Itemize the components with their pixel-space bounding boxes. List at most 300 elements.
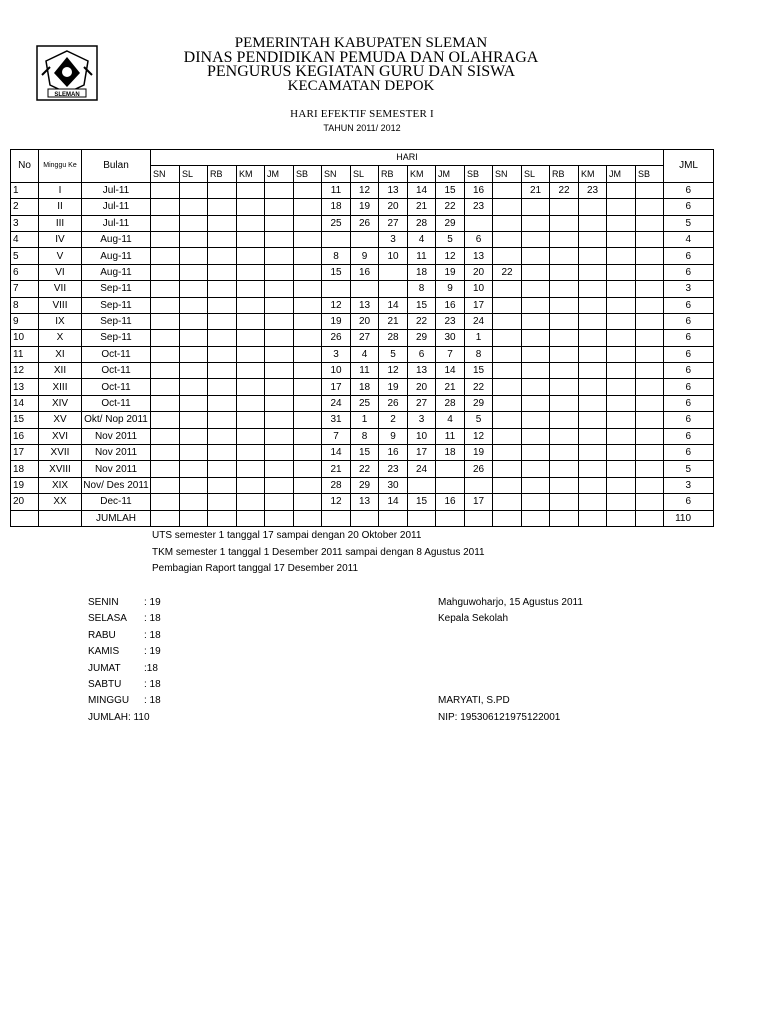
total-value: 110	[664, 510, 714, 526]
day-date-cell	[208, 248, 237, 264]
day-date-cell: 15	[351, 445, 379, 461]
day-date-cell: 19	[379, 379, 408, 395]
day-date-cell: 7	[436, 346, 465, 362]
day-date-cell	[294, 215, 322, 231]
day-date-cell	[607, 281, 636, 297]
day-date-cell	[607, 494, 636, 510]
day-header-cell: SN	[322, 166, 351, 182]
row-bulan-cell: Jul-11	[82, 199, 151, 215]
day-date-cell	[636, 281, 664, 297]
day-date-cell: 20	[351, 313, 379, 329]
day-date-cell: 23	[579, 182, 607, 198]
day-date-cell: 8	[322, 248, 351, 264]
empty-cell	[322, 510, 351, 526]
table-row	[11, 461, 714, 477]
day-date-cell	[265, 363, 294, 379]
day-date-cell	[550, 248, 579, 264]
day-date-cell	[550, 313, 579, 329]
day-date-cell: 16	[436, 297, 465, 313]
page-title: HARI EFEKTIF SEMESTER I	[290, 108, 434, 120]
day-date-cell: 26	[351, 215, 379, 231]
day-date-cell: 24	[465, 313, 493, 329]
day-date-cell	[208, 412, 237, 428]
empty-cell	[607, 510, 636, 526]
row-jml-cell: 6	[664, 199, 714, 215]
day-date-cell	[237, 264, 265, 280]
day-date-cell	[408, 477, 436, 493]
day-date-cell: 27	[351, 330, 379, 346]
row-jml-cell: 6	[664, 313, 714, 329]
summary-row	[88, 613, 161, 624]
day-date-cell: 24	[408, 461, 436, 477]
day-date-cell	[636, 264, 664, 280]
day-date-cell	[180, 199, 208, 215]
empty-cell	[379, 510, 408, 526]
day-date-cell	[493, 297, 522, 313]
day-header-cell: JM	[607, 166, 636, 182]
row-no-cell: 16	[11, 428, 39, 444]
row-no-cell: 18	[11, 461, 39, 477]
day-date-cell: 22	[465, 379, 493, 395]
empty-cell	[436, 510, 465, 526]
day-date-cell	[208, 281, 237, 297]
row-no-cell: 17	[11, 445, 39, 461]
row-bulan-cell: Nov 2011	[82, 428, 151, 444]
day-date-cell: 25	[322, 215, 351, 231]
day-date-cell	[180, 395, 208, 411]
day-date-cell: 23	[379, 461, 408, 477]
day-date-cell	[607, 264, 636, 280]
day-date-cell	[636, 199, 664, 215]
day-date-cell	[294, 264, 322, 280]
day-date-cell: 18	[322, 199, 351, 215]
day-date-cell	[522, 494, 550, 510]
day-date-cell	[522, 461, 550, 477]
day-date-cell	[550, 363, 579, 379]
empty-cell	[265, 510, 294, 526]
row-bulan-cell: Nov 2011	[82, 461, 151, 477]
day-date-cell	[294, 297, 322, 313]
day-date-cell: 19	[465, 445, 493, 461]
day-date-cell: 4	[436, 412, 465, 428]
day-date-cell	[550, 297, 579, 313]
day-date-cell: 20	[379, 199, 408, 215]
row-no-cell: 13	[11, 379, 39, 395]
day-date-cell	[493, 412, 522, 428]
day-date-cell	[265, 297, 294, 313]
empty-cell	[408, 510, 436, 526]
day-date-cell: 13	[465, 248, 493, 264]
day-date-cell	[493, 182, 522, 198]
day-date-cell	[579, 215, 607, 231]
day-date-cell: 26	[322, 330, 351, 346]
row-jml-cell: 6	[664, 248, 714, 264]
table-row	[11, 428, 714, 444]
day-date-cell	[579, 494, 607, 510]
day-date-cell: 16	[379, 445, 408, 461]
day-date-cell: 6	[465, 231, 493, 247]
day-date-cell: 17	[465, 494, 493, 510]
day-date-cell: 12	[351, 182, 379, 198]
day-date-cell	[351, 231, 379, 247]
summary-label: JUMLAH: 110	[88, 712, 150, 723]
table-row	[11, 494, 714, 510]
day-date-cell	[237, 297, 265, 313]
day-date-cell	[265, 461, 294, 477]
day-date-cell	[208, 477, 237, 493]
page-subtitle: TAHUN 2011/ 2012	[323, 123, 401, 133]
day-date-cell	[522, 477, 550, 493]
day-date-cell	[265, 412, 294, 428]
row-jml-cell: 6	[664, 445, 714, 461]
day-date-cell	[607, 215, 636, 231]
empty-cell	[522, 510, 550, 526]
day-header-cell: SL	[522, 166, 550, 182]
row-jml-cell: 6	[664, 297, 714, 313]
day-date-cell	[550, 264, 579, 280]
row-minggu-cell: IV	[39, 231, 82, 247]
sleman-logo	[36, 45, 98, 101]
summary-label: JUMAT	[88, 663, 121, 674]
day-date-cell	[550, 281, 579, 297]
day-date-cell	[493, 346, 522, 362]
table-row	[11, 395, 714, 411]
day-date-cell	[180, 412, 208, 428]
row-bulan-cell: Jul-11	[82, 215, 151, 231]
day-date-cell	[579, 428, 607, 444]
day-date-cell: 20	[465, 264, 493, 280]
row-no-cell: 7	[11, 281, 39, 297]
table-row	[11, 215, 714, 231]
day-date-cell	[522, 231, 550, 247]
day-date-cell	[265, 330, 294, 346]
row-bulan-cell: Oct-11	[82, 379, 151, 395]
day-date-cell	[237, 477, 265, 493]
day-date-cell	[522, 313, 550, 329]
day-date-cell	[493, 363, 522, 379]
day-date-cell: 20	[408, 379, 436, 395]
day-date-cell	[607, 461, 636, 477]
row-jml-cell: 6	[664, 428, 714, 444]
row-jml-cell: 3	[664, 281, 714, 297]
day-date-cell: 14	[379, 494, 408, 510]
day-header-cell: SL	[351, 166, 379, 182]
day-date-cell: 1	[465, 330, 493, 346]
day-date-cell: 10	[322, 363, 351, 379]
day-date-cell	[550, 346, 579, 362]
day-date-cell	[636, 215, 664, 231]
day-date-cell	[550, 412, 579, 428]
day-date-cell	[208, 428, 237, 444]
row-minggu-cell: XIII	[39, 379, 82, 395]
day-date-cell	[294, 477, 322, 493]
day-date-cell: 11	[436, 428, 465, 444]
row-bulan-cell: Nov/ Des 2011	[82, 477, 151, 493]
table-row	[11, 445, 714, 461]
day-date-cell	[294, 281, 322, 297]
day-date-cell: 12	[322, 297, 351, 313]
day-date-cell	[237, 363, 265, 379]
day-date-cell: 23	[436, 313, 465, 329]
signature-position: Kepala Sekolah	[438, 613, 509, 624]
day-date-cell	[579, 379, 607, 395]
day-date-cell: 17	[465, 297, 493, 313]
row-no-cell: 20	[11, 494, 39, 510]
row-bulan-cell: Sep-11	[82, 313, 151, 329]
day-header-cell: SN	[151, 166, 180, 182]
day-date-cell	[180, 346, 208, 362]
day-date-cell: 29	[351, 477, 379, 493]
day-date-cell	[607, 330, 636, 346]
day-date-cell	[636, 379, 664, 395]
day-date-cell	[579, 461, 607, 477]
day-date-cell	[607, 346, 636, 362]
day-date-cell	[607, 297, 636, 313]
row-minggu-cell: III	[39, 215, 82, 231]
day-date-cell	[550, 379, 579, 395]
total-row	[11, 510, 714, 526]
day-date-cell: 9	[436, 281, 465, 297]
day-date-cell: 22	[408, 313, 436, 329]
day-date-cell	[265, 215, 294, 231]
empty-cell	[11, 510, 39, 526]
day-date-cell	[237, 494, 265, 510]
day-date-cell	[180, 215, 208, 231]
table-body	[11, 182, 714, 526]
row-jml-cell: 6	[664, 264, 714, 280]
empty-cell	[180, 510, 208, 526]
day-date-cell: 28	[379, 330, 408, 346]
day-date-cell: 29	[408, 330, 436, 346]
day-header-cell: RB	[379, 166, 408, 182]
day-date-cell	[550, 231, 579, 247]
day-date-cell	[579, 445, 607, 461]
day-date-cell	[493, 313, 522, 329]
day-date-cell	[493, 395, 522, 411]
header-line-1: PEMERINTAH KABUPATEN SLEMAN	[234, 35, 488, 51]
day-date-cell	[607, 199, 636, 215]
day-date-cell	[151, 412, 180, 428]
day-date-cell: 30	[379, 477, 408, 493]
summary-value: :18	[144, 663, 158, 674]
day-date-cell	[265, 379, 294, 395]
day-date-cell	[180, 313, 208, 329]
day-date-cell	[151, 445, 180, 461]
row-jml-cell: 4	[664, 231, 714, 247]
day-header-cell: SB	[465, 166, 493, 182]
summary-value: : 18	[144, 695, 161, 706]
day-date-cell	[550, 395, 579, 411]
day-date-cell	[151, 281, 180, 297]
day-date-cell	[522, 445, 550, 461]
day-date-cell	[151, 248, 180, 264]
day-date-cell	[579, 363, 607, 379]
row-no-cell: 11	[11, 346, 39, 362]
day-date-cell	[151, 461, 180, 477]
day-date-cell: 22	[351, 461, 379, 477]
day-date-cell	[607, 182, 636, 198]
day-date-cell	[208, 215, 237, 231]
header-hari: HARI	[151, 150, 664, 166]
empty-cell	[151, 510, 180, 526]
day-date-cell	[151, 395, 180, 411]
day-date-cell	[436, 461, 465, 477]
day-date-cell	[636, 231, 664, 247]
day-date-cell	[265, 445, 294, 461]
day-date-cell	[522, 264, 550, 280]
day-date-cell: 12	[379, 363, 408, 379]
day-date-cell	[180, 281, 208, 297]
day-date-cell: 26	[379, 395, 408, 411]
row-no-cell: 14	[11, 395, 39, 411]
day-date-cell	[294, 248, 322, 264]
day-date-cell: 10	[465, 281, 493, 297]
day-date-cell	[607, 248, 636, 264]
day-date-cell	[636, 363, 664, 379]
row-bulan-cell: Oct-11	[82, 346, 151, 362]
empty-cell	[636, 510, 664, 526]
row-minggu-cell: XX	[39, 494, 82, 510]
header-minggu: Minggu Ke	[39, 150, 82, 183]
day-date-cell: 13	[379, 182, 408, 198]
note-raport: Pembagian Raport tanggal 17 Desember 2011	[152, 563, 359, 574]
row-bulan-cell: Okt/ Nop 2011	[82, 412, 151, 428]
day-date-cell	[180, 477, 208, 493]
day-header-cell: JM	[265, 166, 294, 182]
day-date-cell	[237, 395, 265, 411]
summary-row	[88, 695, 161, 706]
day-date-cell: 22	[493, 264, 522, 280]
summary-label: SABTU	[88, 679, 122, 690]
day-date-cell	[636, 313, 664, 329]
day-date-cell	[180, 494, 208, 510]
table-row	[11, 379, 714, 395]
day-date-cell	[208, 264, 237, 280]
day-date-cell	[493, 330, 522, 346]
row-jml-cell: 5	[664, 215, 714, 231]
day-date-cell: 21	[436, 379, 465, 395]
empty-cell	[493, 510, 522, 526]
day-date-cell	[522, 379, 550, 395]
day-header-cell: RB	[550, 166, 579, 182]
day-date-cell	[237, 199, 265, 215]
row-no-cell: 6	[11, 264, 39, 280]
day-date-cell	[180, 428, 208, 444]
day-header-cell: JM	[436, 166, 465, 182]
day-date-cell	[294, 379, 322, 395]
day-date-cell: 14	[436, 363, 465, 379]
row-no-cell: 10	[11, 330, 39, 346]
table-row	[11, 363, 714, 379]
day-date-cell: 30	[436, 330, 465, 346]
empty-cell	[237, 510, 265, 526]
day-date-cell	[151, 379, 180, 395]
header-no: No	[11, 150, 39, 183]
day-header-cell: SB	[636, 166, 664, 182]
row-minggu-cell: XV	[39, 412, 82, 428]
row-minggu-cell: I	[39, 182, 82, 198]
day-date-cell: 18	[436, 445, 465, 461]
day-date-cell: 18	[351, 379, 379, 395]
row-no-cell: 4	[11, 231, 39, 247]
day-date-cell	[294, 461, 322, 477]
row-bulan-cell: Aug-11	[82, 231, 151, 247]
table-row	[11, 330, 714, 346]
day-date-cell: 15	[436, 182, 465, 198]
day-date-cell: 16	[436, 494, 465, 510]
row-minggu-cell: XVI	[39, 428, 82, 444]
day-date-cell	[237, 182, 265, 198]
day-date-cell	[237, 445, 265, 461]
table-row	[11, 231, 714, 247]
day-date-cell: 3	[408, 412, 436, 428]
day-date-cell	[636, 461, 664, 477]
day-date-cell	[636, 330, 664, 346]
day-date-cell: 17	[408, 445, 436, 461]
day-date-cell	[208, 231, 237, 247]
day-date-cell: 21	[322, 461, 351, 477]
row-bulan-cell: Aug-11	[82, 264, 151, 280]
table-row	[11, 412, 714, 428]
day-date-cell	[522, 428, 550, 444]
day-date-cell	[265, 395, 294, 411]
row-bulan-cell: Nov 2011	[82, 445, 151, 461]
day-header-cell: KM	[408, 166, 436, 182]
row-jml-cell: 6	[664, 182, 714, 198]
day-date-cell	[493, 215, 522, 231]
logo-text: SLEMAN	[54, 92, 80, 98]
day-date-cell: 27	[379, 215, 408, 231]
header-line-3: PENGURUS KEGIATAN GURU DAN SISWA	[206, 63, 516, 80]
day-date-cell	[522, 199, 550, 215]
day-date-cell: 29	[436, 215, 465, 231]
summary-value: : 18	[144, 630, 161, 641]
day-date-cell: 24	[322, 395, 351, 411]
day-date-cell	[208, 445, 237, 461]
day-header-cell: SL	[180, 166, 208, 182]
day-date-cell	[265, 281, 294, 297]
day-date-cell: 11	[322, 182, 351, 198]
summary-row	[88, 597, 161, 608]
day-date-cell	[180, 248, 208, 264]
day-date-cell: 11	[408, 248, 436, 264]
row-minggu-cell: X	[39, 330, 82, 346]
day-date-cell	[237, 461, 265, 477]
day-date-cell	[493, 248, 522, 264]
day-date-cell	[636, 494, 664, 510]
day-date-cell	[579, 248, 607, 264]
day-date-cell: 7	[322, 428, 351, 444]
day-date-cell: 8	[351, 428, 379, 444]
day-date-cell	[208, 346, 237, 362]
day-date-cell	[265, 182, 294, 198]
row-bulan-cell: Jul-11	[82, 182, 151, 198]
day-date-cell	[208, 313, 237, 329]
day-date-cell	[208, 395, 237, 411]
day-date-cell: 16	[465, 182, 493, 198]
day-date-cell: 21	[408, 199, 436, 215]
day-date-cell	[180, 264, 208, 280]
day-date-cell	[294, 494, 322, 510]
day-date-cell	[379, 281, 408, 297]
header-line-2: DINAS PENDIDIKAN PEMUDA DAN OLAHRAGA	[183, 49, 539, 66]
summary-label: KAMIS	[88, 646, 120, 657]
day-date-cell	[322, 281, 351, 297]
day-date-cell	[151, 428, 180, 444]
note-tkm: TKM semester 1 tanggal 1 Desember 2011 sampai dengan 8 Agustus 2011	[152, 547, 485, 558]
row-no-cell: 5	[11, 248, 39, 264]
day-date-cell	[436, 477, 465, 493]
